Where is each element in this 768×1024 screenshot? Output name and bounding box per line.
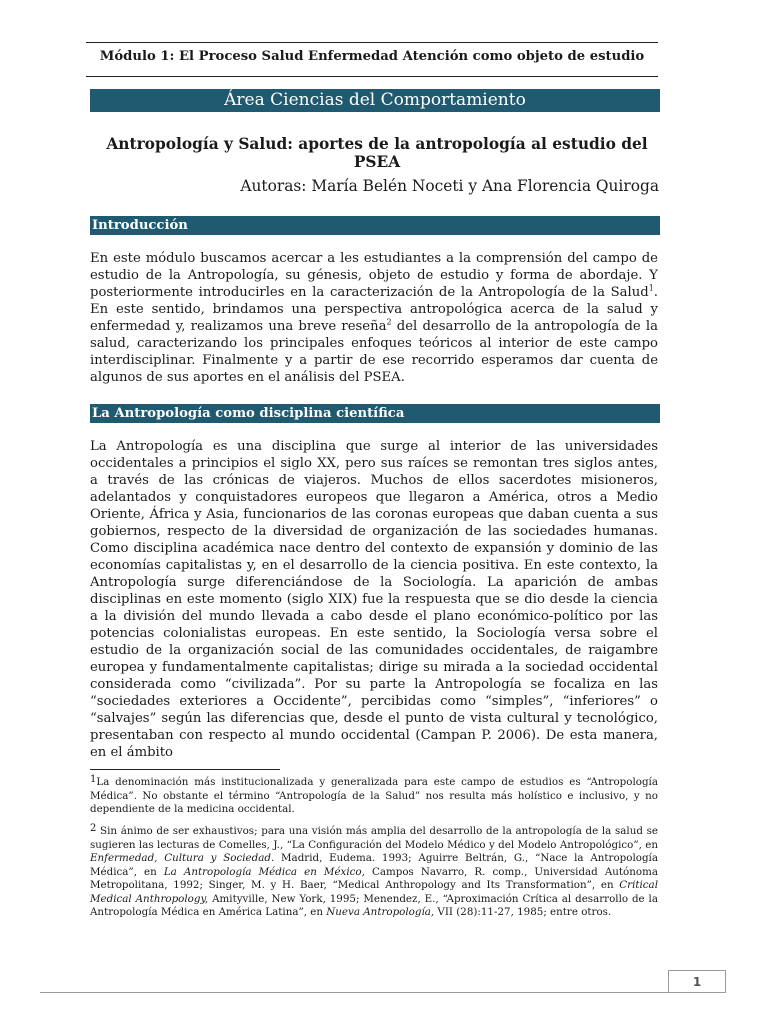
- document-title: Antropología y Salud: aportes de la antropología al estudio del PSEA: [106, 135, 648, 171]
- intro-text-part-3: del desarrollo de la antropología de la salud, caracterizando los principales enfoques teóricos al interior de este campo interdisciplinar. Finalmente y a partir de ese recorrido esperamos dar cuenta de algunos de sus aportes en el análisis del PSEA.: [90, 319, 658, 385]
- footnote-2-text-1: Sin ánimo de ser exhaustivos; para una visión más amplia del desarrollo de la antropología de la salud se sugieren las lecturas de Comelles, J., “La Configuración del Modelo Médico y del Modelo Antropológico”, en: [90, 825, 658, 851]
- footnote-1: [90, 776, 658, 817]
- header-bottom-rule: [86, 76, 658, 77]
- section-heading-antropologia: La Antropología como disciplina científica: [90, 404, 660, 423]
- footnote-2-text-2: . Madrid, Eudema. 1993; Aguirre Beltrán, G., “Nace la Antropología Médica”, en: [90, 852, 658, 878]
- intro-text-part-1: En este módulo buscamos acercar a les estudiantes a la comprensión del campo de estudio de la Antropología, su génesis, objeto de estudio y forma de abordaje. Y posteriormente introducirles en la caracterización de la Antropología de la Salud: [90, 251, 658, 300]
- footnote-2-text-4: Amityville, New York, 1995; Menendez, E., “Aproximación Crítica al desarrollo de la Antropología Médica en América Latina”, en: [90, 892, 658, 918]
- antropologia-paragraph: La Antropología es una disciplina que surge al interior de las universidades occidentales a principios el siglo XX, pero sus raíces se remontan tres siglos antes, a través de las crónicas de viajeros. Muchos de ellos sacerdotes misioneros, adelantados y conquistadores europeos que llegaron a América, otros a Medio Oriente, África y Asia, funcionarios de las coronas europeas que daban cuenta a sus gobiernos, respecto de la diversidad de organización de las sociedades humanas. Como disciplina académica nace dentro del contexto de expansión y dominio de las economías capitalistas y, en el desarrollo de la ciencia positiva. En este contexto, la Antropología surge diferenciándose de la Sociología. La aparición de ambas disciplinas en este momento (siglo XIX) fue la respuesta que se dio desde la ciencia a la división del mundo llevada a cabo desde el plano económico-político por las potencias colonialistas europeas. En este sentido, la Sociología versa sobre el estudio de la organización social de las comunidades occidentales, de raigambre europea y fundamentalmente capitalistas; dirige su mirada a la sociedad occidental considerada como “civilizada”. Por su parte la Antropología se focaliza en las “sociedades exteriores a Occidente”, percibidas como “simples”, “inferiores” o “salvajes” según las diferencias que, desde el punto de vista cultural y tecnológico, presentaban con respecto al mundo occidental (Campan P. 2006). De esta manera, en el ámbito: [90, 439, 658, 760]
- footnote-2-italic-4: Nueva Antropología,: [326, 906, 435, 918]
- footnote-2-italic-1: Enfermedad, Cultura y Sociedad: [90, 852, 271, 864]
- footnote-2-italic-3: Critical Medical Anthropology,: [90, 879, 658, 905]
- intro-paragraph: [90, 250, 658, 386]
- footnote-2-text-5: VII (28):11-27, 1985; entre otros.: [434, 906, 612, 918]
- intro-text-part-2: . En este sentido, brindamos una perspectiva antropológica acerca de la salud y enfermedad y, realizamos una breve reseña: [90, 285, 658, 334]
- footnote-ref-1[interactable]: 1: [648, 283, 654, 293]
- footnote-2: [90, 825, 658, 920]
- area-banner: Área Ciencias del Comportamiento: [90, 89, 660, 112]
- header-top-rule: [86, 42, 658, 43]
- module-title: Módulo 1: El Proceso Salud Enfermedad Atención como objeto de estudio: [99, 49, 645, 64]
- footnote-2-number: 2: [90, 823, 97, 834]
- footnote-2-italic-2: La Antropología Médica en México,: [163, 865, 365, 878]
- authors-line: Autoras: María Belén Noceti y Ana Florencia Quiroga: [240, 177, 659, 195]
- footer-rule: [40, 992, 726, 993]
- section-heading-introduccion: Introducción: [90, 216, 660, 235]
- footnote-ref-2[interactable]: 2: [386, 317, 392, 327]
- footnote-1-number: 1: [90, 774, 97, 785]
- footnote-2-text-3: Campos Navarro, R. comp., Universidad Autónoma Metropolitana, 1992; Singer, M. y H. Baer, “Medical Anthropology and Its Transformation”, en: [90, 865, 658, 891]
- footnote-1-text: La denominación más institucionalizada y generalizada para este campo de estudios es “Antropología Médica”. No obstante el término “Antropología de la Salud” nos resulta más holístico e inclusivo, y no dependiente de la medicina occidental.: [90, 776, 658, 815]
- footnote-separator: [90, 769, 280, 770]
- page-number: 1: [668, 970, 726, 992]
